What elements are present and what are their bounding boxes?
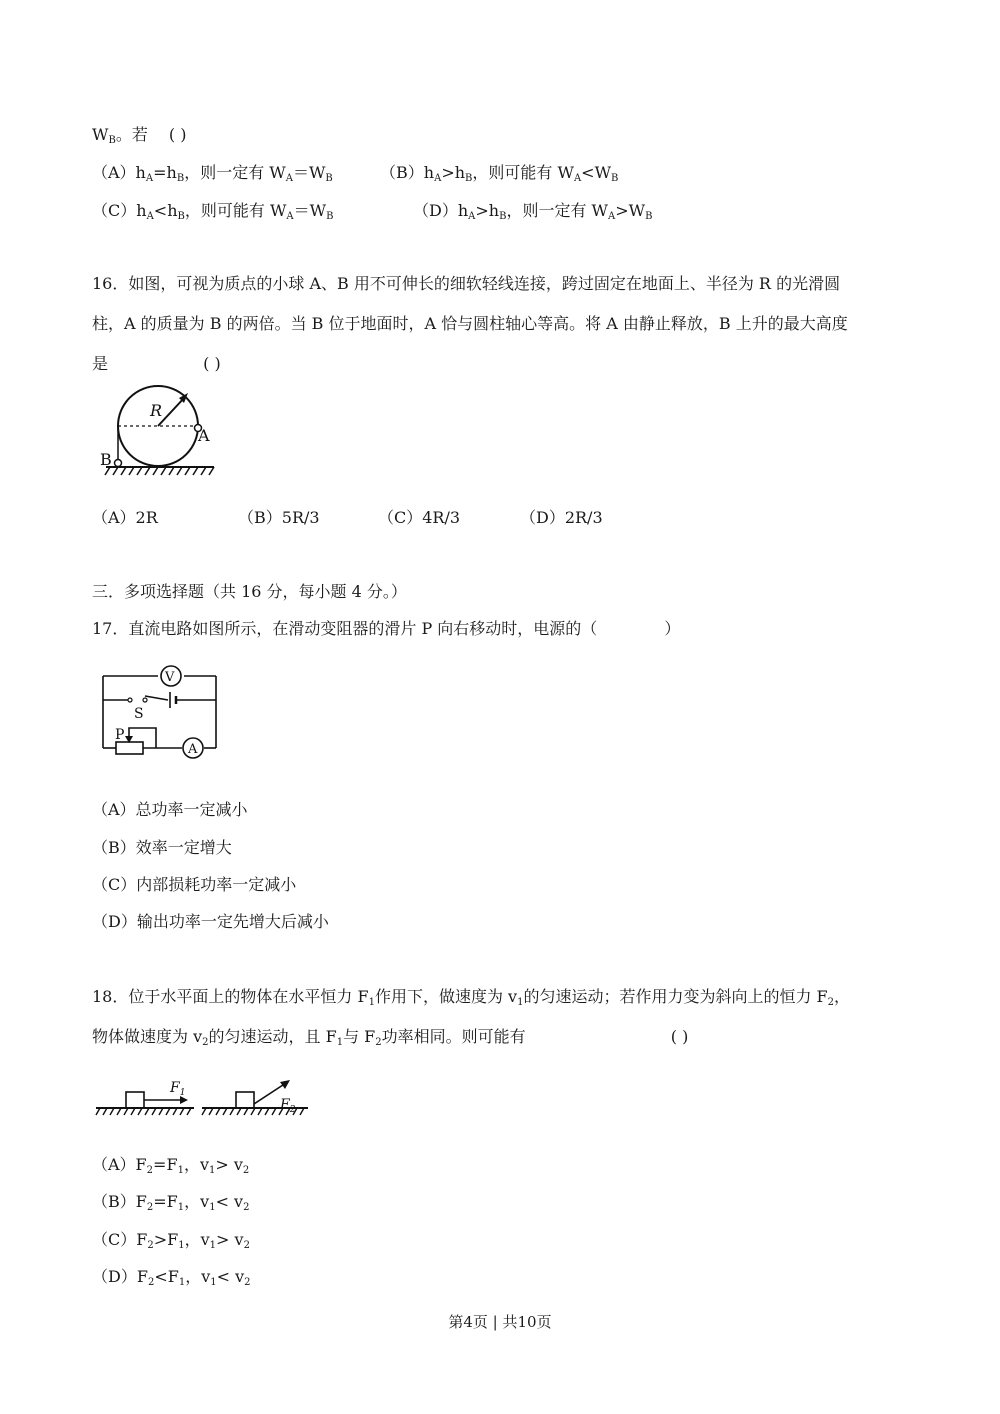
q17-option-a[interactable]: （A）总功率一定减小: [92, 800, 248, 819]
q18-line-1: 18．位于水平面上的物体在水平恒力 $F_1$作用下，做速度为 $v_1$的匀速运动；若作用力变为斜向上的恒力 $F_2$，: [92, 987, 851, 1008]
q15-answer-paren: ( ): [168, 125, 187, 144]
q15-tail-sub: B: [108, 135, 116, 146]
page-footer: 第4页 | 共10页: [448, 1313, 552, 1331]
q15-option-c[interactable]: $(C)h_A<h_B$，则可能有 $W_A=W_B$: [92, 201, 334, 222]
q17-circuit-figure: [98, 660, 223, 758]
q16-option-b[interactable]: （B）5R/3: [238, 508, 320, 527]
switch-pivot-left: [128, 698, 132, 702]
label-r: R: [150, 401, 163, 420]
right-block: [236, 1092, 254, 1108]
q17-line-1: [92, 619, 680, 638]
q15-option-b[interactable]: $(B)h_A>h_B$，则可能有 $W_A<W_B$: [380, 163, 619, 184]
ball-b: [115, 460, 122, 467]
q16-line-3: [92, 354, 221, 373]
q16-cylinder-figure: [96, 386, 226, 478]
section-3-heading: 三．多项选择题（共 16 分，每小题 4 分。）: [92, 582, 407, 601]
label-f2: $F_2$: [280, 1097, 296, 1115]
q17-option-d[interactable]: （D）输出功率一定先增大后减小: [92, 912, 329, 931]
rheostat-body: [116, 742, 143, 754]
q16-option-c[interactable]: （C）4R/3: [378, 508, 461, 527]
q17-option-c[interactable]: （C）内部损耗功率一定减小: [92, 875, 297, 894]
label-b: B: [100, 450, 112, 469]
q18-option-a[interactable]: $(A)F_2=F_1$，$v_1> v_2$: [92, 1155, 250, 1176]
force-f2-arrowhead: [280, 1080, 290, 1089]
q15-tail-text: W: [92, 125, 109, 144]
q16-line-2: 柱，A 的质量为 B 的两倍。当 B 位于地面时，A 恰与圆柱轴心等高。将 A 由静止释放，B 上升的最大高度: [92, 314, 848, 333]
q15-tail-rest: 。若: [115, 125, 148, 144]
label-s: S: [134, 706, 144, 722]
q17-answer-paren: ）: [664, 619, 681, 638]
q16-line-1: 16．如图，可视为质点的小球 A、B 用不可伸长的细软轻线连接，跨过固定在地面上、半径为 R 的光滑圆: [92, 274, 841, 293]
q16-option-a[interactable]: （A）2R: [92, 508, 158, 527]
left-block-scene: [96, 1080, 194, 1115]
q17-line-1-text: 17．直流电路如图所示，在滑动变阻器的滑片 P 向右移动时，电源的（: [92, 619, 598, 638]
label-p: P: [115, 727, 125, 743]
q15-option-a[interactable]: $(A)h_A=h_B$，则一定有 $W_A=W_B$: [92, 163, 333, 184]
q16-line-3-text: 是: [92, 354, 109, 373]
right-block-scene: [202, 1080, 308, 1115]
q18-option-d[interactable]: $(D)F_2<F_1$，$v_1< v_2$: [92, 1267, 251, 1288]
q15-option-d[interactable]: $(D)h_A>h_B$，则一定有 $W_A>W_B$: [413, 201, 653, 222]
q18-force-figure: [96, 1074, 311, 1120]
switch-pivot-right: [143, 698, 147, 702]
q16-answer-paren: ( ): [203, 354, 221, 373]
label-v: V: [165, 670, 175, 685]
label-a: A: [198, 426, 210, 445]
q18-option-c[interactable]: $(C)F_2>F_1$，$v_1> v_2$: [92, 1230, 250, 1251]
ground-hatch: [105, 467, 214, 475]
q17-option-b[interactable]: （B）效率一定增大: [92, 838, 232, 857]
q18-line-2: 物体做速度为 $v_2$的匀速运动，且 $F_1$与 $F_2$功率相同。则可能有 ( ): [92, 1027, 689, 1048]
q15-tail: [92, 125, 187, 147]
label-f1: $F_1$: [170, 1080, 186, 1098]
radius-arrow: [158, 397, 185, 426]
q18-option-b[interactable]: $(B)F_2=F_1$，$v_1< v_2$: [92, 1192, 250, 1213]
q16-option-d[interactable]: （D）2R/3: [520, 508, 603, 527]
q18-answer-paren: ( ): [670, 1027, 689, 1046]
label-a: A: [188, 742, 198, 757]
left-block: [126, 1092, 144, 1108]
